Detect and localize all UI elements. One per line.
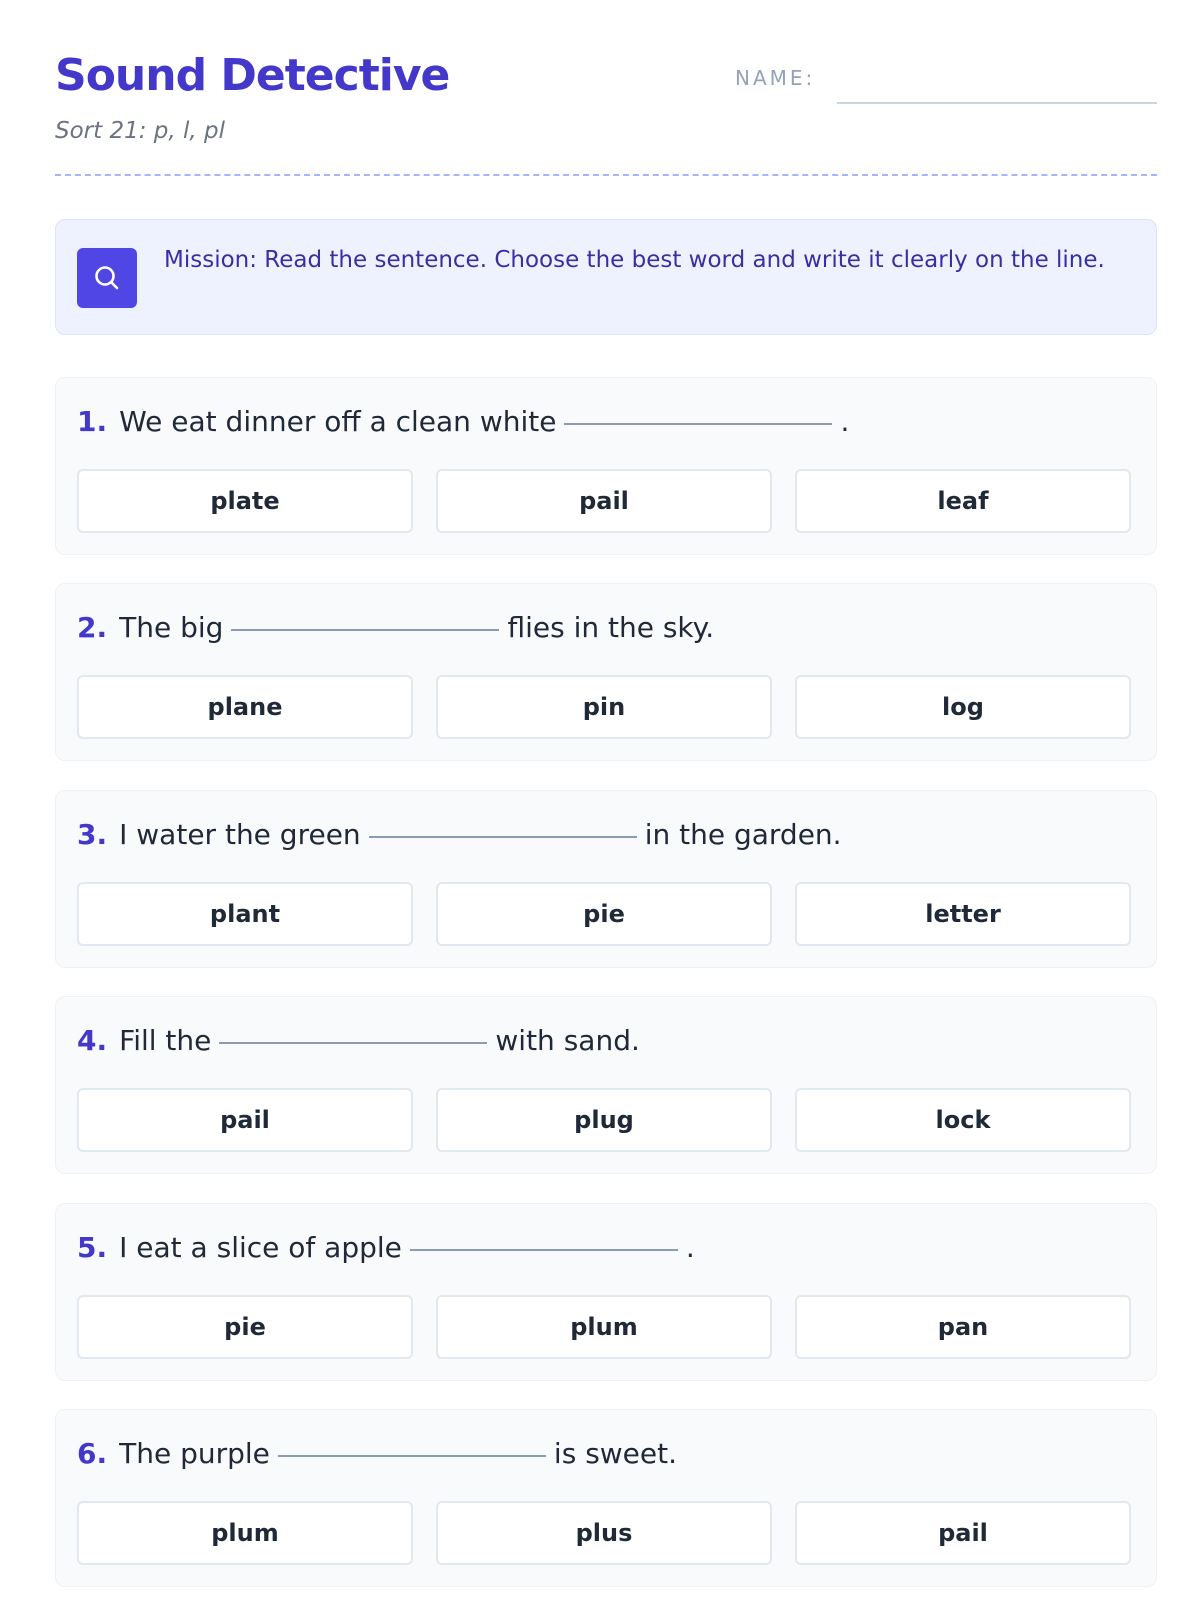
question-sentence <box>77 817 842 853</box>
mission-text: Mission: Read the sentence. Choose the best word and write it clearly on the line. <box>164 247 1105 273</box>
word-choice-button[interactable]: letter <box>795 882 1131 946</box>
question-number: 4. <box>77 1024 108 1057</box>
search-icon <box>77 248 137 308</box>
answer-blank[interactable] <box>369 836 637 838</box>
question-sentence <box>77 1230 695 1266</box>
answer-blank[interactable] <box>278 1455 546 1457</box>
sentence-end: with sand. <box>495 1024 640 1057</box>
question-sentence <box>77 1436 677 1472</box>
word-choice-button[interactable]: plum <box>436 1295 772 1359</box>
sentence-start: I water the green <box>119 818 361 851</box>
sentence-start: Fill the <box>119 1024 212 1057</box>
sentence-start: The purple <box>119 1437 270 1470</box>
word-choice-button[interactable]: leaf <box>795 469 1131 533</box>
sentence-end: . <box>685 1231 695 1264</box>
word-choice-button[interactable]: plum <box>77 1501 413 1565</box>
word-choice-button[interactable]: pail <box>795 1501 1131 1565</box>
word-choice-button[interactable]: pail <box>436 469 772 533</box>
name-field[interactable] <box>837 102 1157 104</box>
answer-blank[interactable] <box>410 1249 678 1251</box>
question-number: 2. <box>77 611 108 644</box>
sentence-start: I eat a slice of apple <box>119 1231 402 1264</box>
sentence-end: flies in the sky. <box>507 611 715 644</box>
word-choice-button[interactable]: lock <box>795 1088 1131 1152</box>
word-choice-button[interactable]: pin <box>436 675 772 739</box>
answer-blank[interactable] <box>231 629 499 631</box>
answer-blank[interactable] <box>219 1042 487 1044</box>
word-choice-button[interactable]: plant <box>77 882 413 946</box>
word-choice-button[interactable]: plug <box>436 1088 772 1152</box>
sentence-end: in the garden. <box>644 818 842 851</box>
question-sentence <box>77 1023 640 1059</box>
word-choice-button[interactable]: pan <box>795 1295 1131 1359</box>
sentence-end: . <box>840 405 850 438</box>
word-choice-button[interactable]: plane <box>77 675 413 739</box>
question-number: 6. <box>77 1437 108 1470</box>
question-card <box>55 377 1157 555</box>
question-number: 5. <box>77 1231 108 1264</box>
question-sentence <box>77 404 849 440</box>
question-number: 3. <box>77 818 108 851</box>
word-choice-button[interactable]: pail <box>77 1088 413 1152</box>
word-choice-button[interactable]: log <box>795 675 1131 739</box>
question-card <box>55 1203 1157 1381</box>
question-number: 1. <box>77 405 108 438</box>
name-label: NAME: <box>735 66 816 90</box>
question-card <box>55 790 1157 968</box>
word-choice-button[interactable]: plate <box>77 469 413 533</box>
word-choice-button[interactable]: pie <box>77 1295 413 1359</box>
question-card <box>55 1409 1157 1587</box>
worksheet-header <box>55 0 1157 176</box>
sentence-end: is sweet. <box>553 1437 678 1470</box>
sentence-start: The big <box>119 611 224 644</box>
mission-box <box>55 219 1157 335</box>
page-subtitle: Sort 21: p, l, pl <box>55 118 226 144</box>
worksheet <box>55 0 1157 1547</box>
word-choice-button[interactable]: pie <box>436 882 772 946</box>
sentence-start: We eat dinner off a clean white <box>119 405 557 438</box>
question-sentence <box>77 610 714 646</box>
page-title: Sound Detective <box>55 50 450 101</box>
word-choice-button[interactable]: plus <box>436 1501 772 1565</box>
question-card <box>55 583 1157 761</box>
answer-blank[interactable] <box>564 423 832 425</box>
question-card <box>55 996 1157 1174</box>
